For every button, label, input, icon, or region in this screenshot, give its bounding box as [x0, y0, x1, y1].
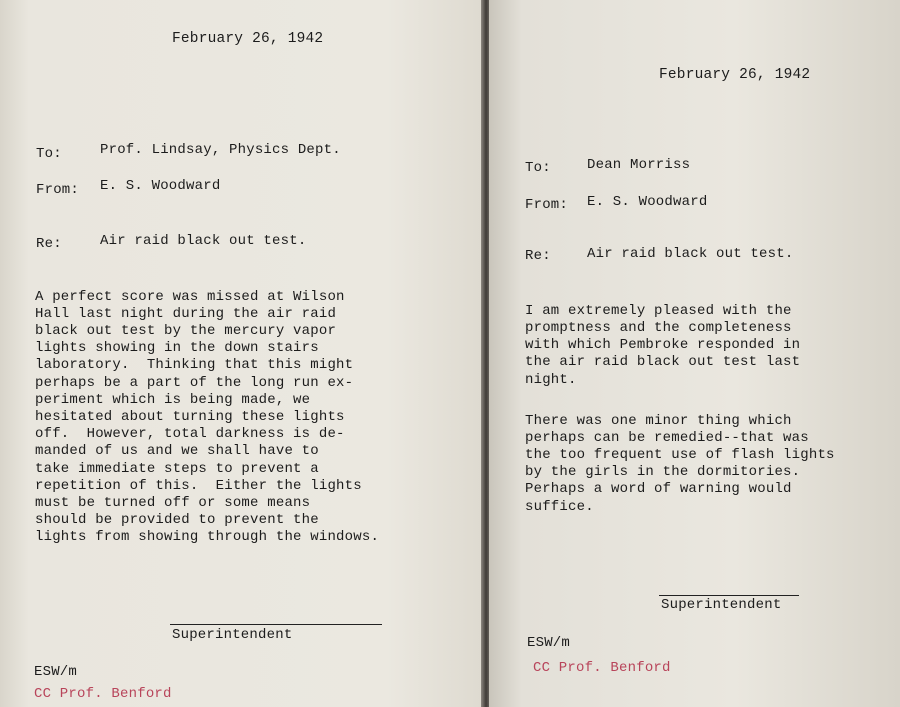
right-from-label: From: — [525, 197, 569, 213]
right-body-line: with which Pembroke responded in — [525, 337, 801, 353]
right-re-label: Re: — [525, 248, 551, 264]
right-body-line: the too frequent use of flash lights — [525, 447, 835, 463]
left-signature-title: Superintendent — [172, 627, 293, 643]
left-body-line: periment which is being made, we — [35, 392, 311, 408]
left-body-line: repetition of this. Either the lights — [35, 478, 362, 494]
right-body-line: There was one minor thing which — [525, 413, 792, 429]
left-body-line: laboratory. Thinking that this might — [35, 357, 354, 373]
left-to-value: Prof. Lindsay, Physics Dept. — [100, 142, 341, 158]
right-body-line: by the girls in the dormitories. — [525, 464, 801, 480]
right-signature-line — [659, 595, 799, 596]
left-signature-line — [170, 624, 382, 625]
left-memo-date: February 26, 1942 — [172, 31, 324, 47]
left-body-line: should be provided to prevent the — [35, 512, 319, 528]
left-body-line: off. However, total darkness is de- — [35, 426, 345, 442]
left-to-label: To: — [36, 146, 62, 162]
right-to-label: To: — [525, 160, 551, 176]
right-signature-title: Superintendent — [661, 597, 782, 613]
left-body-line: must be turned off or some means — [35, 495, 311, 511]
left-body-line: black out test by the mercury vapor — [35, 323, 337, 339]
left-re-label: Re: — [36, 236, 62, 252]
left-body-line: perhaps be a part of the long run ex- — [35, 375, 354, 391]
right-to-value: Dean Morriss — [587, 157, 691, 173]
left-re-value: Air raid black out test. — [100, 233, 307, 249]
left-body-line: hesitated about turning these lights — [35, 409, 345, 425]
left-initials: ESW/m — [34, 664, 78, 680]
right-body-line: perhaps can be remedied--that was — [525, 430, 809, 446]
left-from-label: From: — [36, 182, 80, 198]
left-body-line: A perfect score was missed at Wilson — [35, 289, 345, 305]
right-body-line: I am extremely pleased with the — [525, 303, 792, 319]
right-body-line: the air raid black out test last — [525, 354, 801, 370]
right-initials: ESW/m — [527, 635, 571, 651]
right-re-value: Air raid black out test. — [587, 246, 794, 262]
right-body-line: Perhaps a word of warning would — [525, 481, 792, 497]
right-memo-page — [489, 0, 900, 707]
left-cc-line: CC Prof. Benford — [34, 686, 172, 702]
right-body-line: night. — [525, 372, 577, 388]
left-body-line: manded of us and we shall have to — [35, 443, 319, 459]
left-from-value: E. S. Woodward — [100, 178, 221, 194]
left-body-line: lights from showing through the windows. — [35, 529, 380, 545]
right-body-line: suffice. — [525, 499, 594, 515]
right-body-line: promptness and the completeness — [525, 320, 792, 336]
right-from-value: E. S. Woodward — [587, 194, 708, 210]
right-cc-line: CC Prof. Benford — [533, 660, 671, 676]
left-body-line: lights showing in the down stairs — [35, 340, 319, 356]
left-body-line: take immediate steps to prevent a — [35, 461, 319, 477]
right-memo-date: February 26, 1942 — [659, 67, 811, 83]
left-body-line: Hall last night during the air raid — [35, 306, 337, 322]
